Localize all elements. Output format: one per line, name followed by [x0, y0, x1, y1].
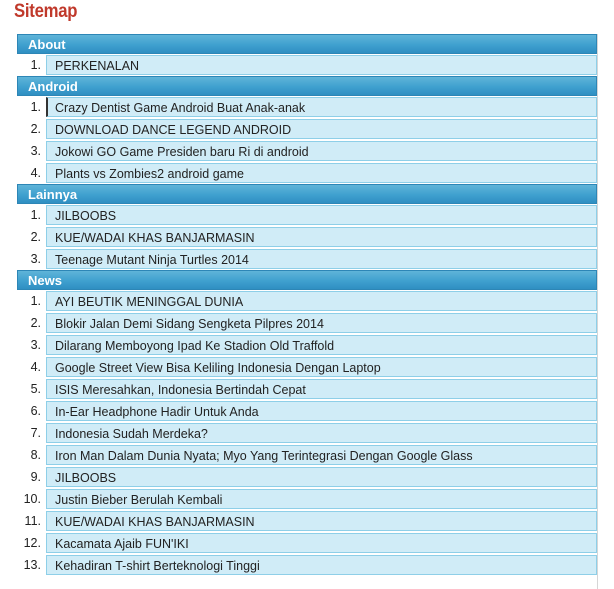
post-link[interactable]: JILBOOBS	[46, 467, 597, 487]
item-number: 13.	[23, 558, 41, 572]
section-header-android: Android	[17, 76, 597, 96]
post-link[interactable]: In-Ear Headphone Hadir Untuk Anda	[46, 401, 597, 421]
item-number: 4.	[30, 360, 41, 374]
post-link[interactable]: PERKENALAN	[46, 55, 597, 75]
list-item	[17, 118, 597, 140]
list-item	[17, 356, 597, 378]
item-number: 3.	[30, 338, 41, 352]
post-link[interactable]: Iron Man Dalam Dunia Nyata; Myo Yang Terintegrasi Dengan Google Glass	[46, 445, 597, 465]
item-number: 7.	[30, 426, 41, 440]
item-number: 2.	[30, 122, 41, 136]
post-link[interactable]: Kehadiran T-shirt Berteknologi Tinggi	[46, 555, 597, 575]
post-link[interactable]: Teenage Mutant Ninja Turtles 2014	[46, 249, 597, 269]
post-link[interactable]: Plants vs Zombies2 android game	[46, 163, 597, 183]
item-number: 5.	[30, 382, 41, 396]
sitemap-list	[17, 34, 597, 576]
post-link[interactable]: KUE/WADAI KHAS BANJARMASIN	[46, 511, 597, 531]
post-link[interactable]: JILBOOBS	[46, 205, 597, 225]
post-link[interactable]: Kacamata Ajaib FUN'IKI	[46, 533, 597, 553]
post-link[interactable]: Jokowi GO Game Presiden baru Ri di android	[46, 141, 597, 161]
item-number: 2.	[30, 316, 41, 330]
section-header-about: About	[17, 34, 597, 54]
post-link[interactable]: Google Street View Bisa Keliling Indonesia Dengan Laptop	[46, 357, 597, 377]
item-number: 9.	[30, 470, 41, 484]
post-link[interactable]: DOWNLOAD DANCE LEGEND ANDROID	[46, 119, 597, 139]
list-item	[17, 422, 597, 444]
post-link[interactable]: AYI BEUTIK MENINGGAL DUNIA	[46, 291, 597, 311]
list-item	[17, 510, 597, 532]
list-item	[17, 140, 597, 162]
item-number: 1.	[30, 294, 41, 308]
list-item	[17, 488, 597, 510]
list-item	[17, 290, 597, 312]
list-item	[17, 378, 597, 400]
post-link[interactable]: Indonesia Sudah Merdeka?	[46, 423, 597, 443]
post-link[interactable]: Justin Bieber Berulah Kembali	[46, 489, 597, 509]
list-item	[17, 532, 597, 554]
list-item	[17, 162, 597, 184]
post-link[interactable]: ISIS Meresahkan, Indonesia Bertindah Cepat	[46, 379, 597, 399]
item-number: 2.	[30, 230, 41, 244]
post-link[interactable]: KUE/WADAI KHAS BANJARMASIN	[46, 227, 597, 247]
item-number: 8.	[30, 448, 41, 462]
list-item	[17, 226, 597, 248]
list-item	[17, 96, 597, 118]
page-title: Sitemap	[14, 1, 78, 22]
list-item	[17, 248, 597, 270]
item-number: 6.	[30, 404, 41, 418]
item-number: 1.	[30, 208, 41, 222]
list-item	[17, 554, 597, 576]
item-number: 10.	[23, 492, 41, 506]
item-number: 4.	[30, 166, 41, 180]
item-number: 1.	[30, 100, 41, 114]
item-number: 1.	[30, 58, 41, 72]
post-link[interactable]: Blokir Jalan Demi Sidang Sengketa Pilpres 2014	[46, 313, 597, 333]
section-header-news: News	[17, 270, 597, 290]
post-link[interactable]: Dilarang Memboyong Ipad Ke Stadion Old Traffold	[46, 335, 597, 355]
list-item	[17, 312, 597, 334]
item-number: 12.	[23, 536, 41, 550]
list-item	[17, 400, 597, 422]
list-item	[17, 204, 597, 226]
section-header-lainnya: Lainnya	[17, 184, 597, 204]
list-item	[17, 444, 597, 466]
item-number: 3.	[30, 144, 41, 158]
list-item	[17, 334, 597, 356]
list-item	[17, 54, 597, 76]
item-number: 11.	[24, 514, 41, 528]
item-number: 3.	[30, 252, 41, 266]
list-item	[17, 466, 597, 488]
post-link[interactable]: Crazy Dentist Game Android Buat Anak-anak	[46, 97, 597, 117]
